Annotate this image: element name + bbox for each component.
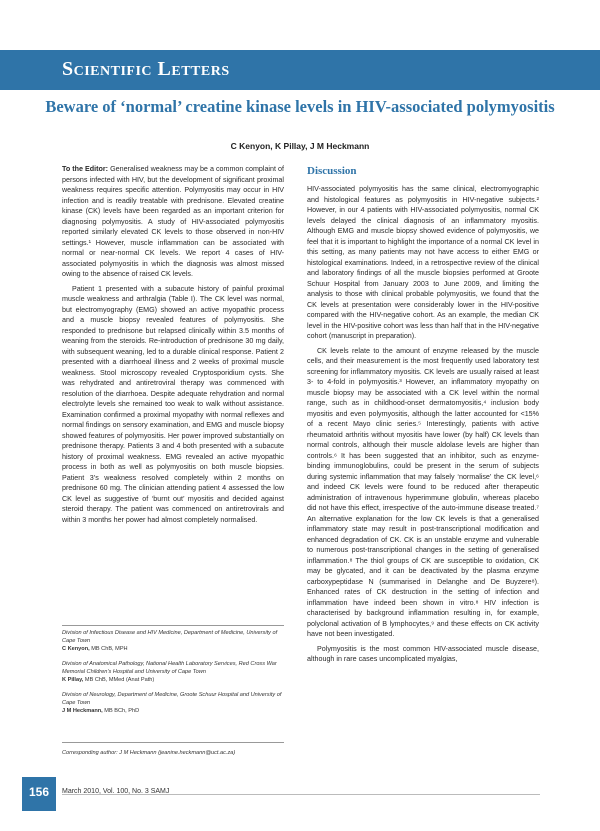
discussion-paragraph-2: CK levels relate to the amount of enzyme released by the muscle cells, and their measurement is the most frequently used laboratory test screening for inflammatory myositis. CK levels are usually raised at least 3- to 4-fold in polymyositis.³ However, an inflammatory myopathy on muscle biopsy may be associated with a CK level within the normal range, such as in childhood-onset dermatomyositis,⁴ inclusion body myositis and even polymyositis, although the latter accounted for <15% of a recent Mayo clinic series.⁵ Interestingly, patients with active rheumatoid arthritis without myositis have lower (by half) CK levels than normal controls, although their muscle aldolase levels are higher than controls.⁶ It has been suggested that an inhibitor, such as enzyme-binding immunoglobulins, could be present in the serum of subjects during systemic inflammation that may falsely ‘normalise’ the CK level,⁶ and indeed CK levels were found to be reduced after therapeutic administration of intravenous hyperimmune globulin, whereas placebo did not have this effect, irrespective of the auto-immune disease treated.⁷ An alternative explanation for the low CK levels is that a generalised inflammatory state may result in post-transcriptional modification and enhanced degradation of CK. CK is an unstable enzyme and vulnerable to numerous post-transcriptional changes in the setting of generalised inflammation.⁸ The thiol groups of CK are susceptible to oxidation, CK may be glycated, and it can be deactivated by the plasma enzyme carboxypeptidase N (summarised in Delanghe and De Buyzere⁸). Enhanced rates of CK destruction in the setting of infection and inflammation have indeed been shown in vitro.⁸ HIV infection is characterised by background inflammation resulting in, for example, polyclonal activation of B lymphocytes,⁹ and these effects on CK activity have not been investigated. (307, 346, 539, 638)
article-title: Beware of ‘normal’ creatine kinase levels in HIV-associated polymyositis (45, 97, 555, 116)
page-number: 156 (28, 785, 50, 799)
salutation: To the Editor: (62, 165, 109, 173)
affiliation-degrees: MB ChB, MPH (89, 646, 128, 652)
page-number-box (22, 777, 56, 811)
discussion-heading: Discussion (307, 165, 357, 177)
discussion-paragraph-3: Polymyositis is the most common HIV-associated muscle disease, although in rare cases uncomplicated myalgias, (307, 644, 539, 663)
letter-paragraph-1 (62, 164, 284, 280)
corresponding-author: Corresponding author: J M Heckmann (jeanine.heckmann@uct.ac.za) (62, 742, 284, 757)
letter-paragraph-2: Patient 1 presented with a subacute history of painful proximal muscle weakness and arthralgia (Table I). The CK level was normal, but electromyography (EMG) showed an active myopathic process and a muscle biopsy revealed features of polymyositis. She responded to prednisone but relapsed clinically within 3.5 months of weaning from the steroids. Re-introduction of prednisone 30 mg daily, with subsequent weaning, led to a durable clinical response. Patient 2 presented with a diarrhoeal illness and 2 weeks of proximal muscle weakness. Stool microscopy revealed Cryptosporidium cysts. She was rehydrated and antiretroviral therapy was commenced with resolution of the diarrhoea. Despite adequate rehydration and normal electrolyte levels she remained too weak to walk without assistance. Examination confirmed a proximal myopathy with normal reflexes and normal findings on sensory examination, and EMG and muscle biopsy showed features of polymyositis. Her power improved substantially on prednisone therapy. Patients 3 and 4 both presented with a subacute history of proximal weakness. EMG revealed an active myopathic process in both as well as polymyositis on both muscle biopsies. Patient 3’s weakness resolved completely within 2 months on prednisone 60 mg. The clinician attending patient 4 assessed the low CK level as suggestive of ‘burnt out’ myositis and decided against steroid therapy. The patient was commenced on antiretrovirals and within 3 months her power had almost completely normalised. (62, 284, 284, 524)
discussion-paragraph-1: HIV-associated polymyositis has the same clinical, electromyographic and histological features as polymyositis in HIV-negative subjects.² However, in our 4 patients with HIV-associated polymyositis, normal CK levels delayed the clinical diagnosis of an inflammatory myositis. Although EMG and muscle biopsy showed evidence of polymyositis, we feel that it is important to highlight the importance of a normal CK level in this setting, as many patients may not have access to either EMG or histological examinations. Indeed, in a retrospective review of the clinical and laboratory findings of all the muscle biopsies performed at Groote Schuur Hospital from January 2003 to June 2009, and limiting the analysis to those with clinical probable polymyositis, we found that the CK levels at presentation were considerably lower in the HIV-positive compared with the HIV-negative cohort. As an example, the median CK level in the HIV-positive cohort was less than half that in the HIV-negative cohort (manuscript in preparation). (307, 185, 539, 340)
section-label: Scientific Letters (62, 58, 230, 80)
affiliation-person: C Kenyon, (62, 646, 90, 652)
affiliations (62, 625, 284, 722)
affiliation-degrees: MB ChB, MMed (Anat Path) (83, 677, 155, 683)
left-column (62, 164, 284, 529)
right-column (307, 164, 539, 669)
affiliation-3 (62, 691, 284, 715)
paragraph-text: Generalised weakness may be a common complaint of persons infected with HIV, but the development of significant proximal weakness requires specific attention. Polymyositis may occur in HIV infection and is readily treatable with prednisone. Elevated creatine kinase (CK) levels have been regarded as an important criterion for diagnosing polymyositis. A study of HIV-associated polymyositis reported similarly elevated CK levels to those observed in non-HIV settings.¹ However, muscle inflammation can be associated with normal or near-normal CK levels. We report 4 cases of HIV-associated polymyositis in which the diagnosis was almost missed owing to the absence of raised CK levels. (62, 165, 284, 278)
affiliation-person: K Pillay, (62, 677, 84, 683)
affiliation-2 (62, 660, 284, 684)
journal-citation: March 2010, Vol. 100, No. 3 SAMJ (62, 788, 170, 795)
affiliation-1 (62, 629, 284, 653)
affiliation-dept: Division of Infectious Disease and HIV Medicine, Department of Medicine, University of Cape Town (62, 630, 278, 644)
affiliation-dept: Division of Anatomical Pathology, National Health Laboratory Services, Red Cross War Memorial Children’s Hospital and University of Cape Town (62, 661, 277, 675)
section-banner (0, 50, 600, 90)
affiliation-dept: Division of Neurology, Department of Medicine, Groote Schuur Hospital and University of Cape Town (62, 692, 282, 706)
affiliation-person: J M Heckmann, (62, 708, 103, 714)
affiliation-degrees: MB BCh, PhD (102, 708, 140, 714)
article-authors: C Kenyon, K Pillay, J M Heckmann (230, 141, 370, 151)
